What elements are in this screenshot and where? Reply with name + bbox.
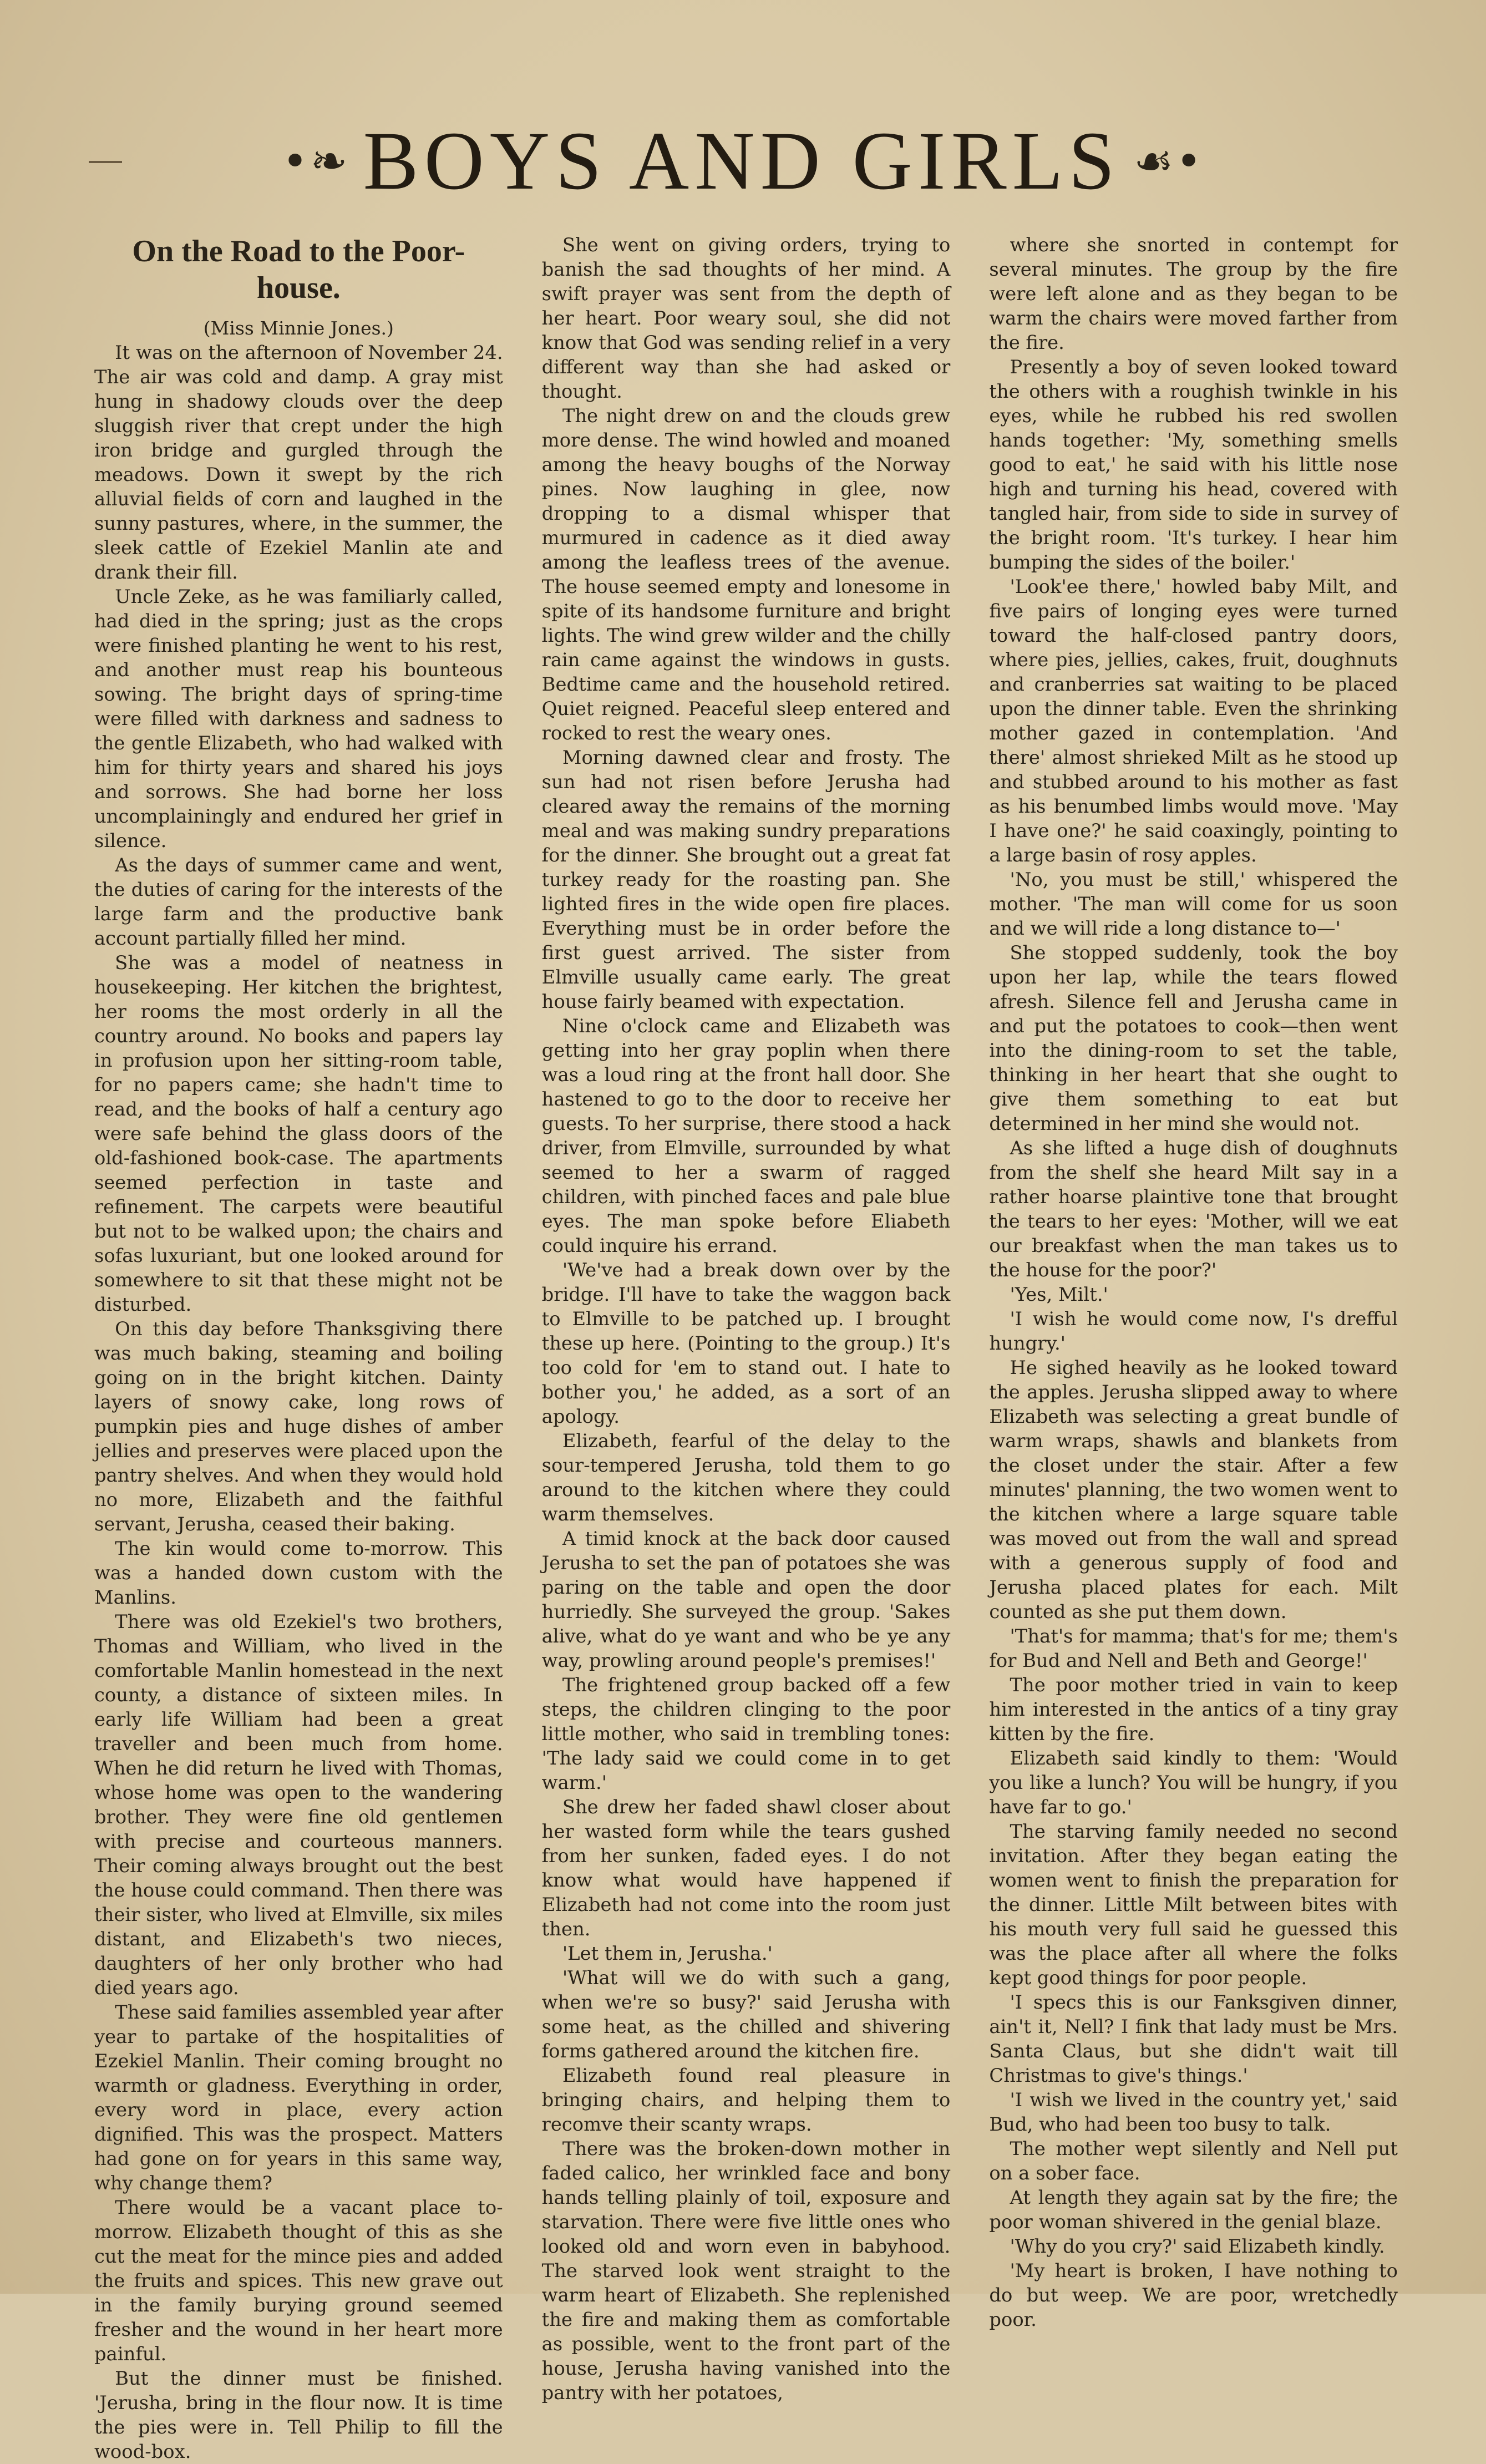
paragraph: The mother wept silently and Nell put on a sober face. <box>989 2138 1398 2184</box>
section-title: BOYS AND GIRLS <box>363 115 1120 207</box>
paragraph: But the dinner must be finished. 'Jerusha, bring in the flour now. It is time the pies were in. Tell Philip to fill the wood-box. <box>94 2367 503 2462</box>
paragraph: 'What will we do with such a gang, when we're so busy?' said Jerusha with some heat, as the chilled and shivering forms gathered around the kitchen fire. <box>541 1967 951 2062</box>
article-columns <box>94 233 1398 2462</box>
paragraph: She drew her faded shawl closer about her wasted form while the tears gushed from her sunken, faded eyes. I do not know what would have happened if Elizabeth had not come into the room just then. <box>541 1796 951 1940</box>
paragraph: She stopped suddenly, took the boy upon her lap, while the tears flowed afresh. Silence fell and Jerusha came in and put the potatoes to cook—then went into the dining-room to set the table, thinking in her heart that she ought to give them something to eat but determined in her mind she would not. <box>989 942 1398 1134</box>
paragraph: 'My heart is broken, I have nothing to do but weep. We are poor, wretchedly poor. <box>989 2260 1398 2330</box>
paragraph: 'No, you must be still,' whispered the mother. 'The man will come for us soon and we will ride a long distance to—' <box>989 869 1398 939</box>
paragraph: 'I specs this is our Fanksgiven dinner, ain't it, Nell? I fink that lady must be Mrs. Santa Claus, but she didn't wait till Christmas to give's things.' <box>989 1991 1398 2086</box>
paragraph: On this day before Thanksgiving there was much baking, steaming and boiling going on in the bright kitchen. Dainty layers of snowy cake, long rows of pumpkin pies and huge dishes of amber jellies and preserves were placed upon the pantry shelves. And when they would hold no more, Elizabeth and the faithful servant, Jerusha, ceased their baking. <box>94 1318 503 1535</box>
paragraph: The frightened group backed off a few steps, the children clinging to the poor little mother, who said in trembling tones: 'The lady said we could come in to get warm.' <box>541 1674 951 1793</box>
paragraph: Elizabeth found real pleasure in bringing chairs, and helping them to recomve their scanty wraps. <box>541 2065 951 2135</box>
paragraph: The kin would come to-morrow. This was a handed down custom with the Manlins. <box>94 1538 503 1608</box>
paragraph: 'Let them in, Jerusha.' <box>562 1943 773 1964</box>
article-byline: (Miss Minnie Jones.) <box>203 317 394 339</box>
paragraph: 'Yes, Milt.' <box>1010 1284 1108 1305</box>
paragraph: She was a model of neatness in housekeeping. Her kitchen the brightest, her rooms the most orderly in all the country around. No books and papers lay in profusion upon her sitting-room table, for no papers came; she hadn't time to read, and the books of half a century ago were safe behind the glass doors of the old-fashioned book-case. The apartments seemed perfection in taste and refinement. The carpets were beautiful but not to be walked upon; the chairs and sofas luxuriant, but one looked around for somewhere to sit that these might not be disturbed. <box>94 952 503 1315</box>
paragraph: 'That's for mamma; that's for me; them's for Bud and Nell and Beth and George!' <box>989 1625 1398 1671</box>
column-1 <box>94 233 503 2462</box>
paragraph: 'I wish he would come now, I's drefful hungry.' <box>989 1308 1398 1354</box>
paragraph: As the days of summer came and went, the duties of caring for the interests of the large farm and the productive bank account partially filled her mind. <box>94 854 503 949</box>
paragraph: As she lifted a huge dish of doughnuts from the shelf she heard Milt say in a rather hoarse plaintive tone that brought the tears to her eyes: 'Mother, will we eat our breakfast when the man takes us to the house for the poor?' <box>989 1137 1398 1281</box>
article-title: On the Road to the Poor-house. <box>132 234 465 305</box>
right-ornament: ☙• <box>1133 135 1204 187</box>
paragraph: 'Why do you cry?' said Elizabeth kindly. <box>1010 2235 1385 2257</box>
paragraph: Elizabeth, fearful of the delay to the sour-tempered Jerusha, told them to go around to the kitchen where they could warm themselves. <box>541 1430 951 1525</box>
paragraph: These said families assembled year after year to partake of the hospitalities of Ezekiel Manlin. Their coming brought no warmth or gladness. Everything in order, every word in place, every action dignified. This was the prospect. Matters had gone on for years in this same way, why change them? <box>94 2001 503 2194</box>
paragraph: Morning dawned clear and frosty. The sun had not risen before Jerusha had cleared away the remains of the morning meal and was making sundry preparations for the dinner. She brought out a great fat turkey ready for the roasting pan. She lighted fires in the wide open fire places. Everything must be in order before the first guest arrived. The sister from Elmville usually came early. The great house fairly beamed with expectation. <box>541 747 951 1012</box>
paragraph: There was old Ezekiel's two brothers, Thomas and William, who lived in the comfortable Manlin homestead in the next county, a distance of sixteen miles. In early life William had been a great traveller and been much from home. When he did return he lived with Thomas, whose home was open to the wandering brother. They were fine old gentlemen with precise and courteous manners. Their coming always brought out the best the house could command. Then there was their sister, who lived at Elmville, six miles distant, and Elizabeth's two nieces, daughters of her only brother who had died years ago. <box>94 1611 503 1999</box>
paragraph: where she snorted in contempt for several minutes. The group by the fire were left alone and as they began to be warm the chairs were moved farther from the fire. <box>989 234 1398 353</box>
paragraph: The starving family needed no second invitation. After they began eating the women went to finish the preparation for the dinner. Little Milt between bites with his mouth very full said he guessed this was the place after all where the folks kept good things for poor people. <box>989 1821 1398 1989</box>
paragraph: A timid knock at the back door caused Jerusha to set the pan of potatoes she was paring on the table and open the door hurriedly. She surveyed the group. 'Sakes alive, what do ye want and who be ye any way, prowling around people's premises!' <box>541 1528 951 1671</box>
paragraph: Presently a boy of seven looked toward the others with a roughish twinkle in his eyes, while he rubbed his red swollen hands together: 'My, something smells good to eat,' he said with his little nose high and turning his head, covered with tangled hair, from side to side in survey of the bright room. 'It's turkey. I hear him bumping the sides of the boiler.' <box>989 356 1398 573</box>
left-ornament: •❧ <box>282 135 350 187</box>
section-masthead <box>0 111 1486 211</box>
paragraph: 'Look'ee there,' howled baby Milt, and five pairs of longing eyes were turned toward the half-closed pantry doors, where pies, jellies, cakes, fruit, doughnuts and cranberries sat waiting to be placed upon the dinner table. Even the shrinking mother gazed in contemplation. 'And there' almost shrieked Milt as he stood up and stubbed around to his mother as fast as his benumbed limbs would move. 'May I have one?' he said coaxingly, pointing to a large basin of rosy apples. <box>989 576 1398 866</box>
paragraph: 'I wish we lived in the country yet,' said Bud, who had been too busy to talk. <box>989 2089 1398 2135</box>
paragraph: Nine o'clock came and Elizabeth was getting into her gray poplin when there was a loud ring at the front hall door. She hastened to go to the door to receive her guests. To her surprise, there stood a hack driver, from Elmville, surrounded by what seemed to her a swarm of ragged children, with pinched faces and pale blue eyes. The man spoke before Eliabeth could inquire his errand. <box>541 1015 951 1256</box>
paragraph: Elizabeth said kindly to them: 'Would you like a lunch? You will be hungry, if you have far to go.' <box>989 1747 1398 1818</box>
paragraph: Uncle Zeke, as he was familiarly called, had died in the spring; just as the crops were finished planting he went to his rest, and another must reap his bounteous sowing. The bright days of spring-time were filled with darkness and sadness to the gentle Elizabeth, who had walked with him for thirty years and shared his joys and sorrows. She had borne her loss uncomplainingly and endured her grief in silence. <box>94 586 503 851</box>
column-2 <box>541 233 951 2404</box>
paragraph: At length they again sat by the fire; the poor woman shivered in the genial blaze. <box>989 2187 1398 2233</box>
column-3 <box>989 233 1398 2330</box>
paragraph: There was the broken-down mother in faded calico, her wrinkled face and bony hands telling plainly of toil, exposure and starvation. There were five little ones who looked old and worn even in babyhood. The starved look went straight to the warm heart of Elizabeth. She replenished the fire and making them as comfortable as possible, went to the front part of the house, Jerusha having vanished into the pantry with her potatoes, <box>541 2138 951 2404</box>
paragraph: The night drew on and the clouds grew more dense. The wind howled and moaned among the heavy boughs of the Norway pines. Now laughing in glee, now dropping to a dismal whisper that murmured in cadence as it died away among the leafless trees of the avenue. The house seemed empty and lonesome in spite of its handsome furniture and bright lights. The wind grew wilder and the chilly rain came against the windows in gusts. Bedtime came and the household retired. Quiet reigned. Peaceful sleep entered and rocked to rest the weary ones. <box>541 405 951 744</box>
paragraph: It was on the afternoon of November 24. The air was cold and damp. A gray mist hung in shadowy clouds over the deep sluggish river that crept under the high iron bridge and gurgled through the meadows. Down it swept by the rich alluvial fields of corn and laughed in the sunny pastures, where, in the summer, the sleek cattle of Ezekiel Manlin ate and drank their fill. <box>94 342 503 583</box>
paragraph: 'We've had a break down over by the bridge. I'll have to take the waggon back to Elmville to be patched up. I brought these up here. (Pointing to the group.) It's too cold for 'em to stand out. I hate to bother you,' he added, as a sort of an apology. <box>541 1259 951 1427</box>
paragraph: There would be a vacant place to-morrow. Elizabeth thought of this as she cut the meat for the mince pies and added the fruits and spices. This new grave out in the family burying ground seemed fresher and the wound in her heart more painful. <box>94 2197 503 2365</box>
paragraph: She went on giving orders, trying to banish the sad thoughts of her mind. A swift prayer was sent from the depth of her heart. Poor weary soul, she did not know that God was sending relief in a very different way than she had asked or thought. <box>541 234 951 402</box>
paragraph: The poor mother tried in vain to keep him interested in the antics of a tiny gray kitten by the fire. <box>989 1674 1398 1745</box>
paragraph: He sighed heavily as he looked toward the apples. Jerusha slipped away to where Elizabeth was selecting a great bundle of warm wraps, shawls and blankets from the closet under the stair. After a few minutes' planning, the two women went to the kitchen where a large square table was moved out from the wall and spread with a generous supply of food and Jerusha placed plates for each. Milt counted as she put them down. <box>989 1357 1398 1623</box>
